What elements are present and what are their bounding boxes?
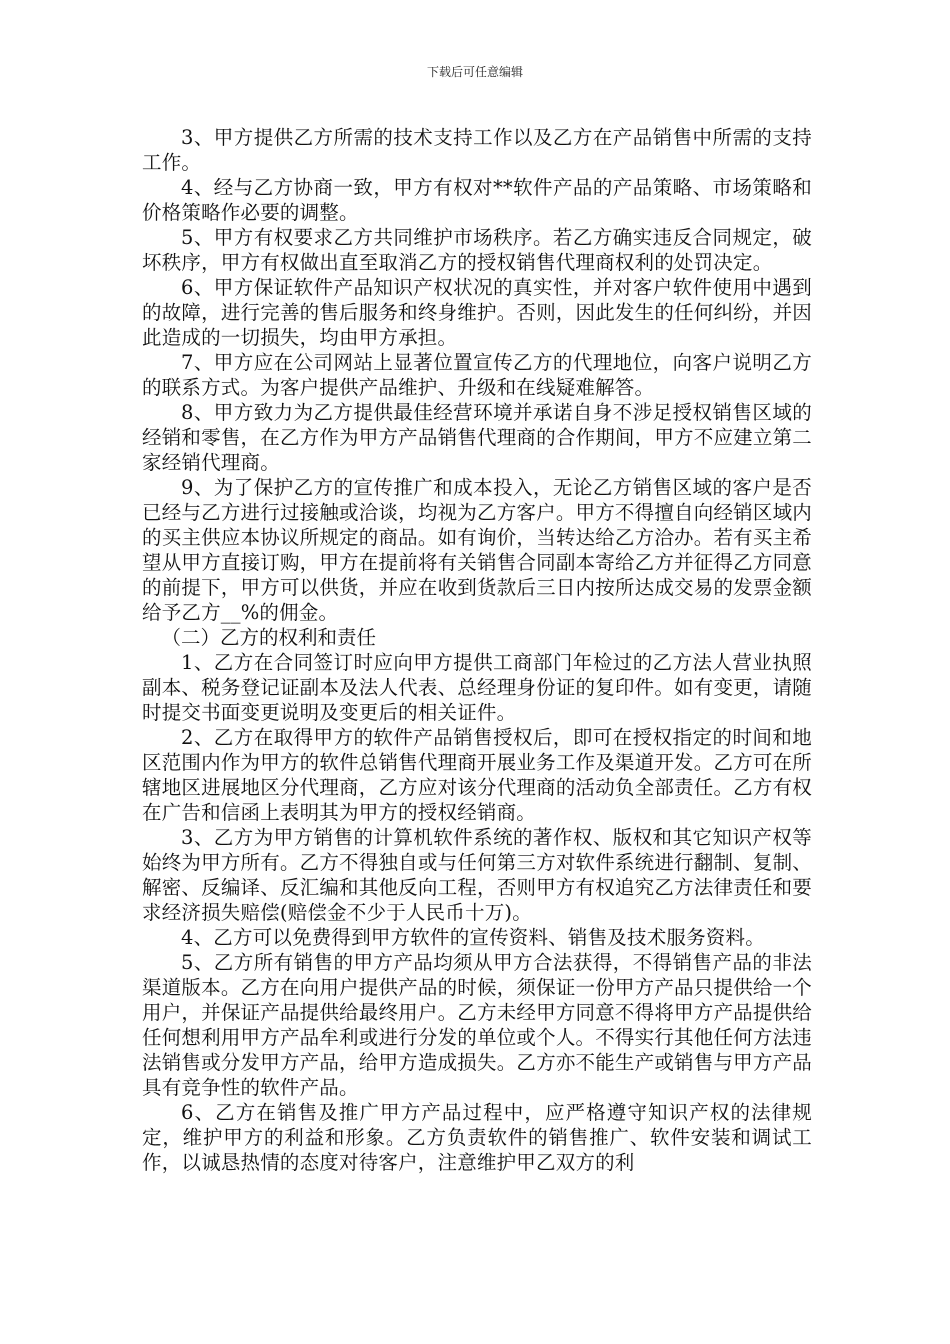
clause-a4: 4、经与乙方协商一致，甲方有权对**软件产品的产品策略、市场策略和价格策略作必要的调整。 (142, 176, 812, 224)
page-header: 下载后可任意编辑 (426, 65, 523, 79)
clause-a7: 7、甲方应在公司网站上显著位置宣传乙方的代理地位，向客户说明乙方的联系方式。为客户提供产品维护、升级和在线疑难解答。 (142, 351, 812, 399)
clause-b4: 4、乙方可以免费得到甲方软件的宣传资料、销售及技术服务资料。 (181, 926, 765, 949)
clause-a9: 9、为了保护乙方的宣传推广和成本投入，无论乙方销售区域的客户是否已经与乙方进行过接触或洽谈，均视为乙方客户。甲方不得擅自向经销区域内的买主供应本协议所规定的商品。如有询价，当转达给乙方洽办。若有买主希望从甲方直接订购，甲方在提前将有关销售合同副本寄给乙方并征得乙方同意的前提下，甲方可以供货，并应在收到货款后三日内按所达成交易的发票金额给予乙方__%的佣金。 (142, 476, 812, 624)
clause-a3: 3、甲方提供乙方所需的技术支持工作以及乙方在产品销售中所需的支持工作。 (142, 126, 812, 174)
section-heading-party-b: （二）乙方的权利和责任 (161, 626, 377, 649)
clause-b1: 1、乙方在合同签订时应向甲方提供工商部门年检过的乙方法人营业执照副本、税务登记证副本及法人代表、总经理身份证的复印件。如有变更，请随时提交书面变更说明及变更后的相关证件。 (142, 651, 812, 724)
clause-b2: 2、乙方在取得甲方的软件产品销售授权后，即可在授权指定的时间和地区范围内作为甲方的软件总销售代理商开展业务工作及渠道开发。乙方可在所辖地区进展地区分代理商，乙方应对该分代理商的活动负全部责任。乙方有权在广告和信函上表明其为甲方的授权经销商。 (142, 726, 812, 824)
clause-b6: 6、乙方在销售及推广甲方产品过程中，应严格遵守知识产权的法律规定，维护甲方的利益和形象。乙方负责软件的销售推广、软件安装和调试工作，以诚恳热情的态度对待客户，注意维护甲乙双方的利 (142, 1101, 812, 1174)
clause-b5: 5、乙方所有销售的甲方产品均须从甲方合法获得，不得销售产品的非法渠道版本。乙方在向用户提供产品的时候，须保证一份甲方产品只提供给一个用户，并保证产品提供给最终用户。乙方未经甲方同意不得将甲方产品提供给任何想利用甲方产品牟利或进行分发的单位或个人。不得实行其他任何方法违法销售或分发甲方产品，给甲方造成损失。乙方亦不能生产或销售与甲方产品具有竞争性的软件产品。 (142, 951, 812, 1099)
clause-b3: 3、乙方为甲方销售的计算机软件系统的著作权、版权和其它知识产权等始终为甲方所有。乙方不得独自或与任何第三方对软件系统进行翻制、复制、解密、反编译、反汇编和其他反向工程，否则甲方有权追究乙方法律责任和要求经济损失赔偿(赔偿金不少于人民币十万)。 (142, 826, 812, 924)
document-body (142, 125, 812, 1175)
clause-a6: 6、甲方保证软件产品知识产权状况的真实性，并对客户软件使用中遇到的故障，进行完善的售后服务和终身维护。否则，因此发生的任何纠纷，并因此造成的一切损失，均由甲方承担。 (142, 276, 812, 349)
clause-a8: 8、甲方致力为乙方提供最佳经营环境并承诺自身不涉足授权销售区域的经销和零售，在乙方作为甲方产品销售代理商的合作期间，甲方不应建立第二家经销代理商。 (142, 401, 812, 474)
clause-a5: 5、甲方有权要求乙方共同维护市场秩序。若乙方确实违反合同规定，破坏秩序，甲方有权做出直至取消乙方的授权销售代理商权利的处罚决定。 (142, 226, 812, 274)
